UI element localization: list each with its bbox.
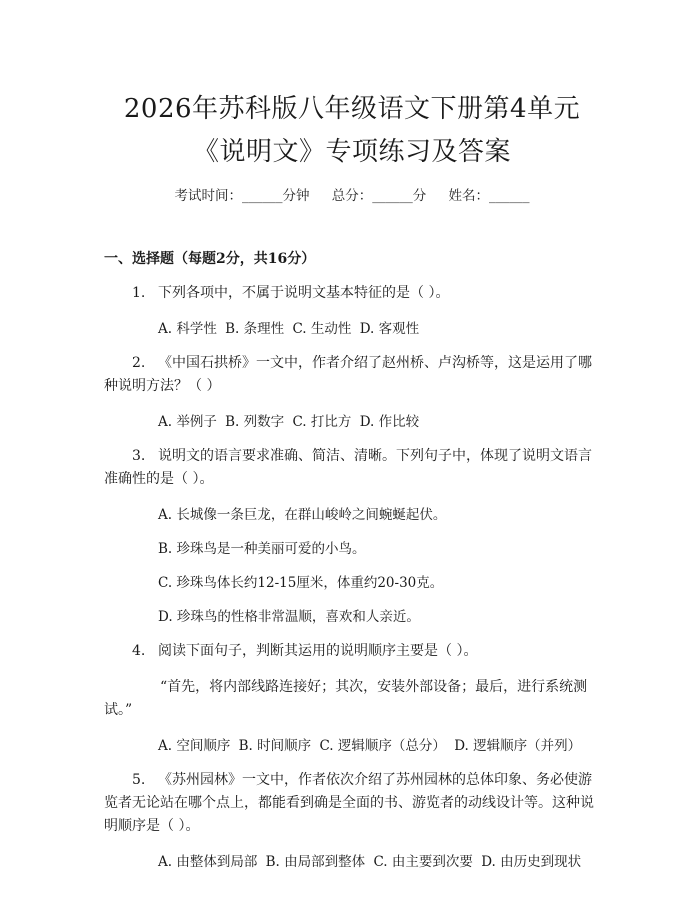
option-d: D. 客观性: [359, 321, 420, 337]
question-text: 下列各项中，不属于说明文基本特征的是（ ）。: [158, 285, 450, 301]
question-text: 《苏州园林》一文中，作者依次介绍了苏州园林的总体印象、务必使游览者无论站在哪个点上，都能看到确是全面的书、游览者的动线设计等。这种说明顺序是（ ）。: [104, 772, 594, 834]
question-number: 1.: [132, 285, 146, 301]
option-b: B. 时间顺序: [238, 738, 312, 754]
option-a: A. 长城像一条巨龙，在群山峻岭之间蜿蜒起伏。: [158, 507, 447, 523]
exam-info: [104, 186, 600, 206]
question-4: [104, 640, 600, 663]
option-a: A. 由整体到局部: [158, 854, 258, 870]
option-b: B. 条理性: [225, 321, 285, 337]
option-c: C. 珍珠鸟体长约12-15厘米，体重约20-30克。: [158, 575, 444, 591]
section-heading: 一、选择题（每题2分，共16分）: [104, 251, 316, 267]
question-number: 3.: [132, 448, 146, 464]
option-d: D. 由历史到现状: [481, 854, 582, 870]
student-name-field: 姓名：______: [448, 188, 530, 204]
question-3: [104, 445, 600, 491]
option-b: B. 列数字: [225, 414, 285, 430]
question-5: [104, 769, 600, 838]
option-b: B. 珍珠鸟是一种美丽可爱的小鸟。: [158, 541, 366, 557]
question-text: 说明文的语言要求准确、简洁、清晰。下列句子中，体现了说明文语言准确性的是（ ）。: [104, 448, 592, 487]
question-number: 4.: [132, 643, 146, 659]
option-d: D. 逻辑顺序（并列）: [454, 738, 582, 754]
question-number: 5.: [132, 772, 146, 788]
question-number: 2.: [132, 355, 146, 371]
exam-time-field: 考试时间：______分钟: [174, 188, 310, 204]
option-a: A. 科学性: [158, 321, 217, 337]
option-a: A. 举例子: [158, 414, 217, 430]
total-score-field: 总分：______分: [331, 188, 427, 204]
option-c: C. 打比方: [292, 414, 352, 430]
question-5-options: [104, 852, 600, 872]
option-d: D. 珍珠鸟的性格非常温顺，喜欢和人亲近。: [158, 609, 420, 625]
question-1: [104, 282, 600, 305]
question-1-options: [104, 319, 600, 339]
quoted-passage: “首先，将内部线路连接好；其次，安装外部设备；最后，进行系统测试。”: [104, 679, 588, 718]
option-a: A. 空间顺序: [158, 738, 231, 754]
question-text: 阅读下面句子，判断其运用的说明顺序主要是（ ）。: [158, 643, 478, 659]
question-4-options: [104, 736, 600, 756]
question-2: [104, 352, 600, 398]
option-c: C. 生动性: [292, 321, 352, 337]
option-b: B. 由局部到整体: [265, 854, 366, 870]
option-c: C. 逻辑顺序（总分）: [319, 738, 446, 754]
option-c: C. 由主要到次要: [373, 854, 473, 870]
document-title: 2026年苏科版八年级语文下册第4单元《说明文》专项练习及答案: [123, 94, 581, 167]
question-2-options: [104, 412, 600, 432]
question-text: 《中国石拱桥》一文中，作者介绍了赵州桥、卢沟桥等，这是运用了哪种说明方法？（ ）: [104, 355, 592, 394]
option-d: D. 作比较: [359, 414, 420, 430]
